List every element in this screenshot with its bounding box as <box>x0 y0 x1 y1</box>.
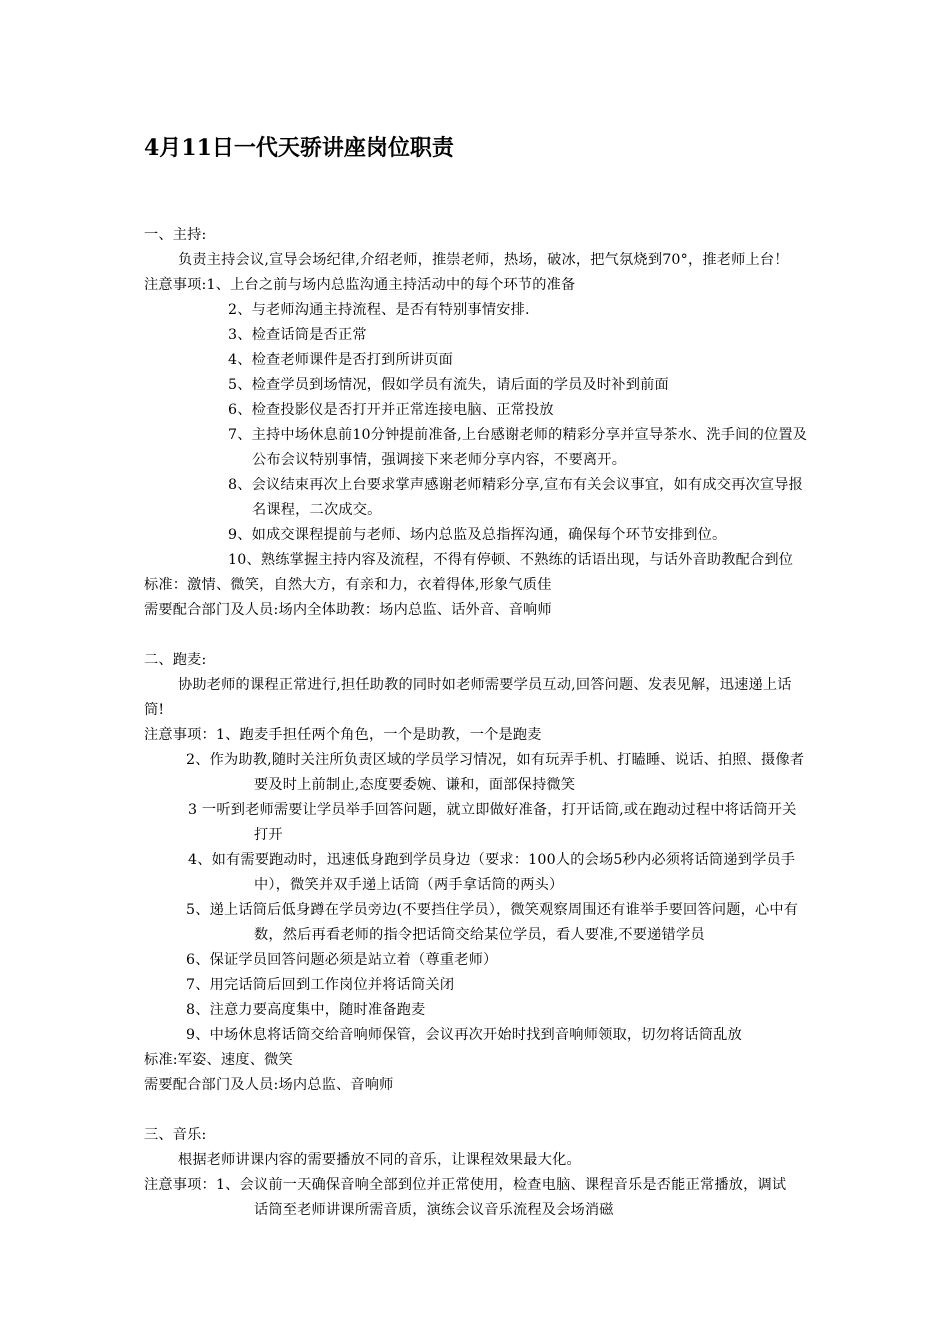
notes-item: 8、注意力要高度集中，随时准备跑麦 <box>186 1002 426 1018</box>
notes-item: 9、如成交课程提前与老师、场内总监及总指挥沟通，确保每个环节安排到位。 <box>228 527 727 543</box>
paragraph: 协助老师的课程正常进行,担任助教的同时如老师需要学员互动,回答问题、发表见解，迅速递上话 <box>178 677 792 693</box>
notes-item: 8、会议结束再次上台要求掌声感谢老师精彩分享,宣布有关会议事宜，如有成交再次宣导报 <box>228 477 804 493</box>
notes-item: 3 一听到老师需要让学员举手回答问题，就立即做好准备，打开话筒,或在跑动过程中将话筒开关 <box>188 802 797 818</box>
section-heading: 三、音乐: <box>144 1127 207 1143</box>
notes-item: 5、递上话筒后低身蹲在学员旁边(不要挡住学员），微笑观察周围还有谁举手要回答问题，心中有 <box>186 902 799 918</box>
notes-item-continuation: 数，然后再看老师的指令把话筒交给某位学员，看人要准,不要递错学员 <box>254 927 705 943</box>
notes-item-continuation: 打开 <box>254 827 283 843</box>
standard-text: 标准:军姿、速度、微笑 <box>144 1052 293 1068</box>
paragraph: 负责主持会议,宣导会场纪律,介绍老师，推崇老师，热场，破冰，把气氛烧到70°，推老师上台！ <box>178 252 789 268</box>
notes-item: 注意事项：1、跑麦手担任两个角色，一个是助教，一个是跑麦 <box>144 727 542 743</box>
page-title: 4月11日一代天骄讲座岗位职责 <box>144 135 454 161</box>
paragraph-continuation: 筒! <box>144 702 165 718</box>
departments-text: 需要配合部门及人员:场内全体助教：场内总监、话外音、音响师 <box>144 602 552 618</box>
notes-item: 6、检查投影仪是否打开并正常连接电脑、正常投放 <box>228 402 554 418</box>
notes-item: 10、熟练掌握主持内容及流程，不得有停顿、不熟练的话语出现，与话外音助教配合到位 <box>228 552 794 568</box>
notes-item-continuation: 中），微笑并双手递上话筒（两手拿话筒的两头） <box>254 877 564 893</box>
notes-item: 4、如有需要跑动时，迅速低身跑到学员身边（要求：100人的会场5秒内必须将话筒递到学员手 <box>188 852 796 868</box>
notes-item: 3、检查话筒是否正常 <box>228 327 367 343</box>
notes-item-continuation: 要及时上前制止,态度要委婉、谦和，面部保持微笑 <box>254 777 576 793</box>
departments-text: 需要配合部门及人员:场内总监、音响师 <box>144 1077 394 1093</box>
notes-item-continuation: 话筒至老师讲课所需音质，演练会议音乐流程及会场消磁 <box>254 1202 614 1218</box>
notes-item: 9、中场休息将话筒交给音响师保管，会议再次开始时找到音响师领取，切勿将话筒乱放 <box>186 1027 742 1043</box>
notes-item: 6、保证学员回答问题必须是站立着（尊重老师） <box>186 952 498 968</box>
section-heading: 一、主持: <box>144 227 207 243</box>
notes-item: 7、用完话筒后回到工作岗位并将话筒关闭 <box>186 977 455 993</box>
notes-item: 2、作为助教,随时关注所负责区域的学员学习情况，如有玩弄手机、打瞌睡、说话、拍照、摄像者 <box>186 752 805 768</box>
notes-item-continuation: 公布会议特别事情，强调接下来老师分享内容，不要离开。 <box>252 452 627 468</box>
notes-item: 7、主持中场休息前10分钟提前准备,上台感谢老师的精彩分享并宣导茶水、洗手间的位置及 <box>228 427 808 443</box>
section-heading: 二、跑麦: <box>144 652 207 668</box>
notes-item: 4、检查老师课件是否打到所讲页面 <box>228 352 454 368</box>
notes-item: 5、检查学员到场情况，假如学员有流失，请后面的学员及时补到前面 <box>228 377 669 393</box>
standard-text: 标准：激情、微笑，自然大方，有亲和力，衣着得体,形象气质佳 <box>144 577 552 593</box>
notes-item-continuation: 名课程，二次成交。 <box>252 502 382 518</box>
notes-item: 2、与老师沟通主持流程、是否有特别事情安排. <box>228 302 530 318</box>
paragraph: 根据老师讲课内容的需要播放不同的音乐，让课程效果最大化。 <box>178 1152 581 1168</box>
notes-item: 注意事项：1、会议前一天确保音响全部到位并正常使用，检查电脑、课程音乐是否能正常播放，调试 <box>144 1177 787 1193</box>
notes-item: 注意事项:1、上台之前与场内总监沟通主持活动中的每个环节的准备 <box>144 277 576 293</box>
